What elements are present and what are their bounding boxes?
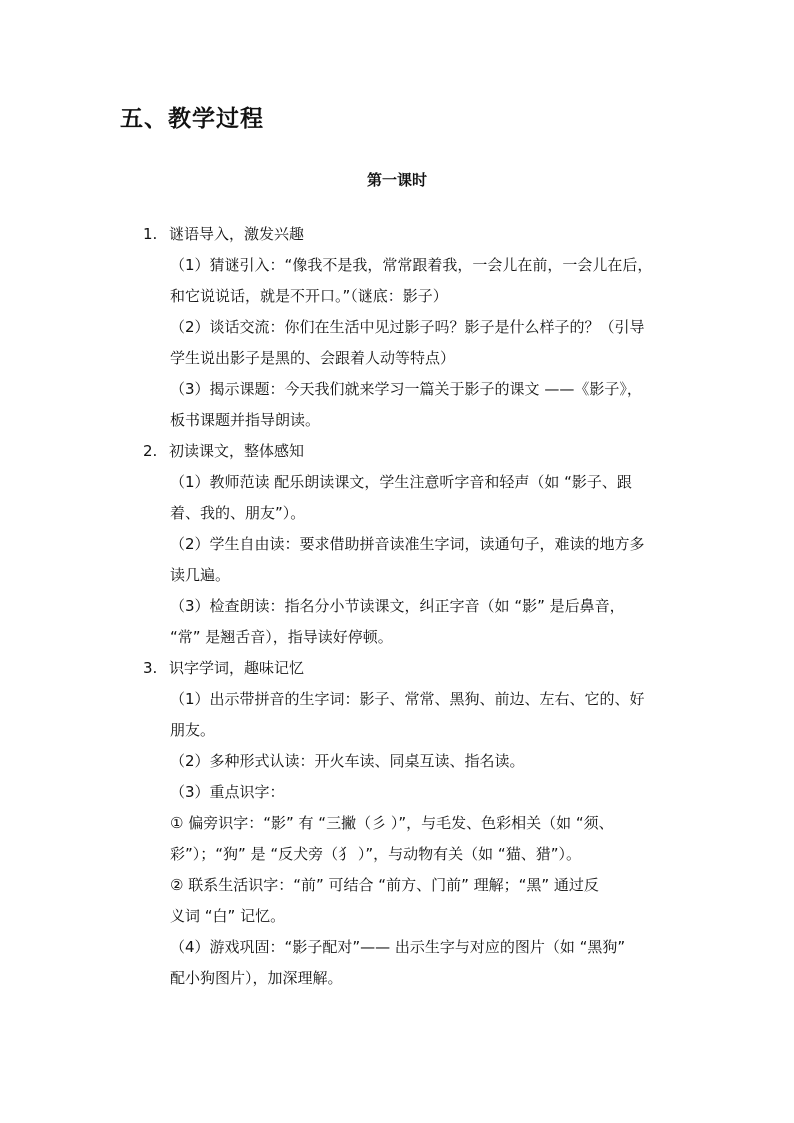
- text-line: 配小狗图片），加深理解。: [170, 969, 343, 987]
- step-title: [143, 436, 688, 467]
- text-line: （4）游戏巩固：“影子配对”—— 出示生字与对应的图片（如 “黑狗”: [170, 938, 626, 956]
- text-line: ② 联系生活识字：“前” 可结合 “前方、门前” 理解；“黑” 通过反: [170, 876, 599, 894]
- text-line: 读几遍。: [170, 566, 231, 584]
- text-line: （1）猜谜引入：“像我不是我，常常跟着我，一会儿在前，一会儿在后，: [170, 256, 653, 274]
- text-line: 板书课题并指导朗读。: [170, 411, 321, 429]
- lesson-subheading: 第一课时: [366, 171, 427, 189]
- text-line: （2）学生自由读：要求借助拼音读准生字词，读通句子，难读的地方多: [170, 535, 645, 553]
- text-line: 着、我的、朋友”）。: [170, 504, 306, 522]
- text-line: （3）检查朗读：指名分小节读课文，纠正字音（如 “影” 是后鼻音，: [170, 597, 625, 615]
- text-line: 和它说说话，就是不开口。”（谜底：影子）: [170, 287, 448, 305]
- text-line: 学生说出影子是黑的、会跟着人动等特点）: [170, 349, 456, 367]
- text-line: （2）多种形式认读：开火车读、同桌互读、指名读。: [170, 752, 525, 770]
- step-number: 3.: [143, 659, 158, 677]
- step-title-text: 识字学词，趣味记忆: [169, 659, 305, 677]
- text-line: （2）谈话交流：你们在生活中见过影子吗？影子是什么样子的？（引导: [170, 318, 645, 336]
- text-line: ① 偏旁识字：“影” 有 “三撇（彡 ）”，与毛发、色彩相关（如 “须、: [170, 814, 614, 832]
- section-heading: 五、教学过程: [120, 105, 264, 132]
- step-section: [143, 653, 688, 994]
- step-section: [143, 436, 688, 653]
- text-line: （3）揭示课题：今天我们就来学习一篇关于影子的课文 ——《影子》，: [170, 380, 642, 398]
- lesson-content: [143, 219, 688, 994]
- text-line: （1）出示带拼音的生字词：影子、常常、黑狗、前边、左右、它的、好: [170, 690, 645, 708]
- step-number: 1.: [143, 225, 158, 243]
- text-line: “常” 是翘舌音），指导读好停顿。: [170, 628, 393, 646]
- step-number: 2.: [143, 442, 158, 460]
- text-line: 彩”）；“狗” 是 “反犬旁（犭 ）”，与动物有关（如 “猫、猎”）。: [170, 845, 581, 863]
- step-section: [143, 219, 688, 436]
- text-line: 朋友。: [170, 721, 216, 739]
- step-title-text: 谜语导入，激发兴趣: [169, 225, 305, 243]
- step-title: [143, 219, 688, 250]
- text-line: （1）教师范读 配乐朗读课文，学生注意听字音和轻声（如 “影子、跟: [170, 473, 632, 491]
- step-title: [143, 653, 688, 684]
- step-title-text: 初读课文，整体感知: [169, 442, 305, 460]
- text-line: 义词 “白” 记忆。: [170, 907, 286, 925]
- text-line: （3）重点识字：: [170, 783, 285, 801]
